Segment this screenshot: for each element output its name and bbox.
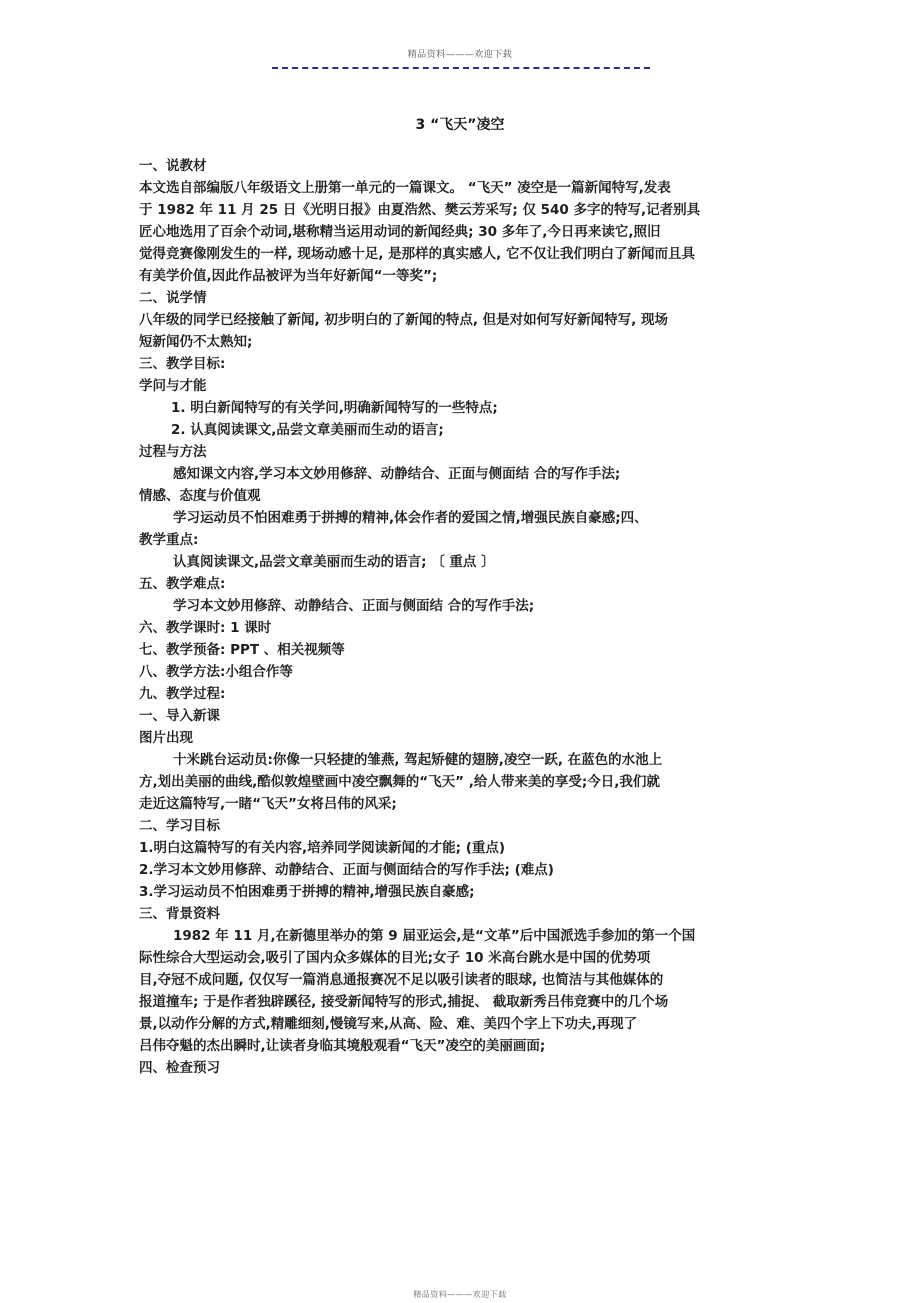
text-line: 报道撞车; 于是作者独辟蹊径, 接受新闻特写的形式,捕捉、 截取新秀吕伟竞赛中的几个场 bbox=[139, 994, 669, 1010]
text-line: 学问与才能 bbox=[139, 378, 207, 394]
text-line: 六、教学课时: 1 课时 bbox=[139, 620, 272, 636]
text-line: 1.明白这篇特写的有关内容,培养同学阅读新闻的才能; (重点) bbox=[139, 840, 506, 856]
text-line: 3.学习运动员不怕困难勇于拼搏的精神,增强民族自豪感; bbox=[139, 884, 475, 900]
text-line: 景,以动作分解的方式,精雕细刻,慢镜写来,从高、险、难、美四个字上下功夫,再现了 bbox=[139, 1016, 638, 1032]
text-line: 学习本文妙用修辞、动静结合、正面与侧面结 合的写作手法; bbox=[173, 598, 535, 614]
text-line: 二、学习目标 bbox=[139, 818, 220, 834]
text-line: 图片出现 bbox=[139, 730, 193, 746]
text-line: 1982 年 11 月,在新德里举办的第 9 届亚运会,是“文革”后中国派选手参加的第一个国 bbox=[173, 928, 696, 944]
text-line: 情感、态度与价值观 bbox=[139, 488, 261, 504]
text-line: 三、教学目标: bbox=[139, 356, 226, 372]
text-line: 一、说教材 bbox=[139, 158, 207, 174]
text-line: 走近这篇特写,一睹“飞天”女将吕伟的风采; bbox=[139, 796, 397, 812]
text-line: 匠心地选用了百余个动词,堪称精当运用动词的新闻经典; 30 多年了,今日再来读它,照旧 bbox=[139, 224, 661, 240]
text-line: 2.学习本文妙用修辞、动静结合、正面与侧面结合的写作手法; (难点) bbox=[139, 862, 554, 878]
text-line: 教学重点: bbox=[139, 532, 199, 548]
document-title: 3 “飞天”凌空 bbox=[415, 117, 505, 133]
text-line: 2. 认真阅读课文,品尝文章美丽而生动的语言; bbox=[171, 422, 444, 438]
text-line: 四、检查预习 bbox=[139, 1060, 220, 1076]
text-line: 八、教学方法:小组合作等 bbox=[139, 664, 293, 680]
page-footer: 精品资料———欢迎下载 bbox=[413, 1290, 507, 1299]
text-line: 吕伟夺魁的杰出瞬时,让读者身临其境般观看“飞天”凌空的美丽画面; bbox=[139, 1038, 546, 1054]
text-line: 过程与方法 bbox=[139, 444, 207, 460]
text-line: 觉得竞赛像刚发生的一样, 现场动感十足, 是那样的真实感人, 它不仅让我们明白了新闻而且具 bbox=[139, 246, 695, 262]
text-line: 一、导入新课 bbox=[139, 708, 220, 724]
text-line: 九、教学过程: bbox=[139, 686, 226, 702]
text-line: 目,夺冠不成问题, 仅仅写一篇消息通报赛况不足以吸引读者的眼球, 也简洁与其他媒体的 bbox=[139, 972, 664, 988]
text-line: 五、教学难点: bbox=[139, 576, 226, 592]
text-line: 短新闻仍不太熟知; bbox=[139, 334, 253, 350]
text-line: 际性综合大型运动会,吸引了国内众多媒体的目光;女子 10 米高台跳水是中国的优势项 bbox=[139, 950, 651, 966]
text-line: 八年级的同学已经接触了新闻, 初步明白的了新闻的特点, 但是对如何写好新闻特写, 现场 bbox=[139, 312, 668, 328]
text-line: 有美学价值,因此作品被评为当年好新闻“一等奖”; bbox=[139, 268, 438, 284]
text-line: 感知课文内容,学习本文妙用修辞、动静结合、正面与侧面结 合的写作手法; bbox=[173, 466, 621, 482]
text-line: 七、教学预备: PPT 、相关视频等 bbox=[139, 642, 345, 658]
text-line: 二、说学情 bbox=[139, 290, 207, 306]
text-line: 1. 明白新闻特写的有关学问,明确新闻特写的一些特点; bbox=[171, 400, 498, 416]
text-line: 于 1982 年 11 月 25 日《光明日报》由夏浩然、樊云芳采写; 仅 540 多字的特写,记者别具 bbox=[139, 202, 701, 218]
text-line: 十米跳台运动员:你像一只轻捷的雏燕, 驾起矫健的翅膀,凌空一跃, 在蓝色的水池上 bbox=[173, 752, 663, 768]
header-divider bbox=[272, 67, 650, 69]
text-line: 三、背景资料 bbox=[139, 906, 220, 922]
text-line: 认真阅读课文,品尝文章美丽而生动的语言; 〔 重点 〕 bbox=[173, 554, 495, 570]
page-header: 精品资料———欢迎下载 bbox=[407, 50, 513, 60]
text-line: 本文选自部编版八年级语文上册第一单元的一篇课文。 “飞天” 凌空是一篇新闻特写,发表 bbox=[139, 180, 671, 196]
text-line: 方,划出美丽的曲线,酷似敦煌壁画中凌空飘舞的“飞天” ,给人带来美的享受;今日,我们就 bbox=[139, 774, 660, 790]
document-body bbox=[139, 155, 784, 1079]
text-line: 学习运动员不怕困难勇于拼搏的精神,体会作者的爱国之情,增强民族自豪感;四、 bbox=[173, 510, 648, 526]
